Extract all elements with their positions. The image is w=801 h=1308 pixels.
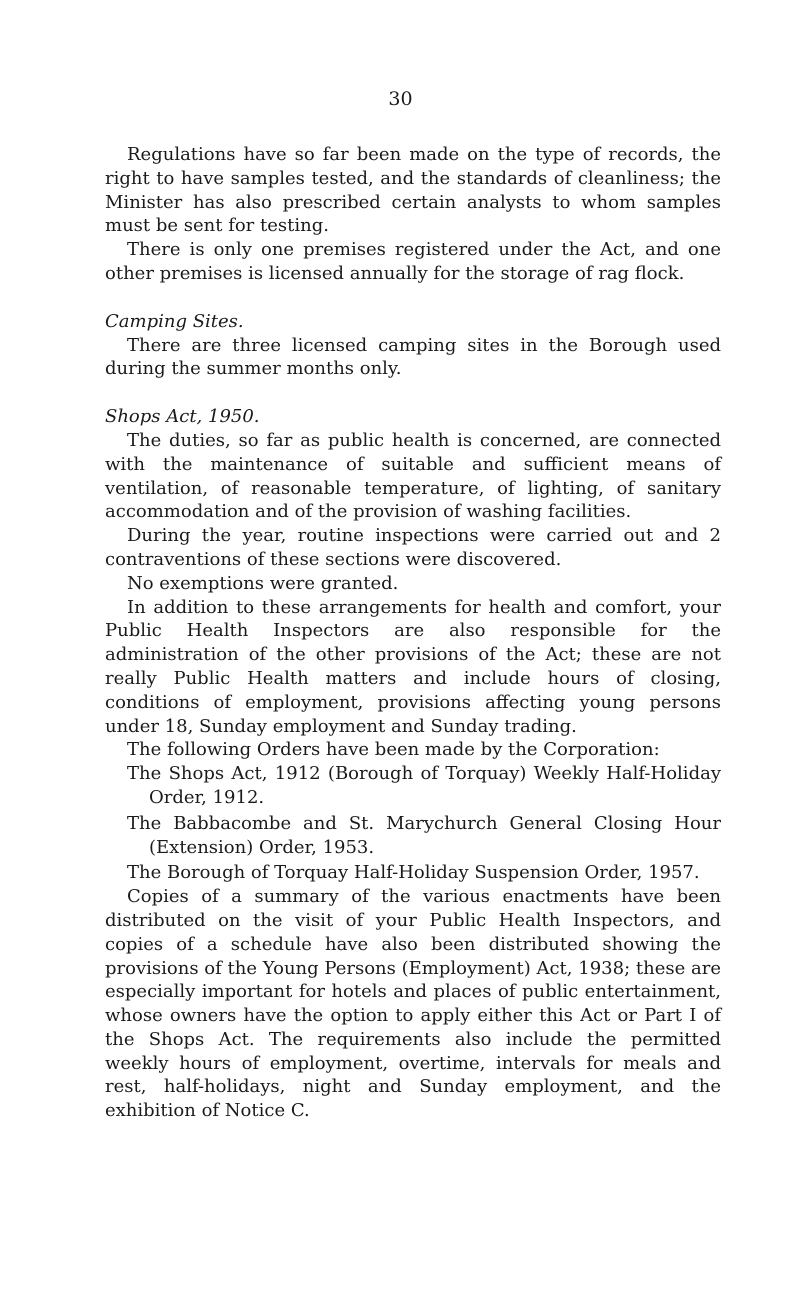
order-item: The Borough of Torquay Half-Holiday Suspension Order, 1957. — [127, 862, 700, 884]
paragraph: Regulations have so far been made on the type of records, the right to have samples tested, and the standards of cleanliness; the Minister has also prescribed certain analysts to whom samples must be sent for testing. — [105, 144, 721, 237]
paragraph: During the year, routine inspections were carried out and 2 contraventions of these sections were discovered. — [105, 525, 721, 570]
order-item: The Babbacombe and St. Marychurch General Closing Hour (Extension) Order, 1953. — [127, 812, 721, 858]
order-item: The Shops Act, 1912 (Borough of Torquay) Weekly Half-Holiday Order, 1912. — [127, 763, 721, 808]
section-heading-camping: Camping Sites. — [105, 310, 244, 332]
paragraph: The following Orders have been made by the Corporation: — [127, 739, 660, 761]
paragraph: There are three licensed camping sites in the Borough used during the summer months only. — [105, 334, 721, 380]
paragraph: In addition to these arrangements for health and comfort, your Public Health Inspectors are also responsible for the administration of the other provisions of the Act; these are not really Public Health matters and include hours of closing, conditions of employment, provisions affecting young persons under 18, Sunday employment and Sunday trading. — [105, 596, 721, 737]
page-number: 30 — [388, 88, 413, 110]
paragraph: The duties, so far as public health is concerned, are connected with the maintenance of suitable and sufficient means of ventilation, of reasonable temperature, of lighting, of sanitary accommodation and of the provision of washing facilities. — [105, 429, 721, 523]
paragraph: No exemptions were granted. — [127, 572, 399, 594]
paragraph: There is only one premises registered under the Act, and one other premises is licensed annually for the storage of rag flock. — [105, 239, 721, 284]
section-heading-shops-act: Shops Act, 1950. — [105, 406, 260, 428]
paragraph: Copies of a summary of the various enactments have been distributed on the visit of your Public Health Inspectors, and copies of a schedule have also been distributed showing the provisions of the Young Persons (Employment) Act, 1938; these are especially important for hotels and places of public entertainment, whose owners have the option to apply either this Act or Part I of the Shops Act. The requirements also include the permitted weekly hours of employment, overtime, intervals for meals and rest, half-holidays, night and Sunday employment, and the exhibition of Notice C. — [105, 886, 721, 1122]
document-body — [105, 143, 721, 1123]
